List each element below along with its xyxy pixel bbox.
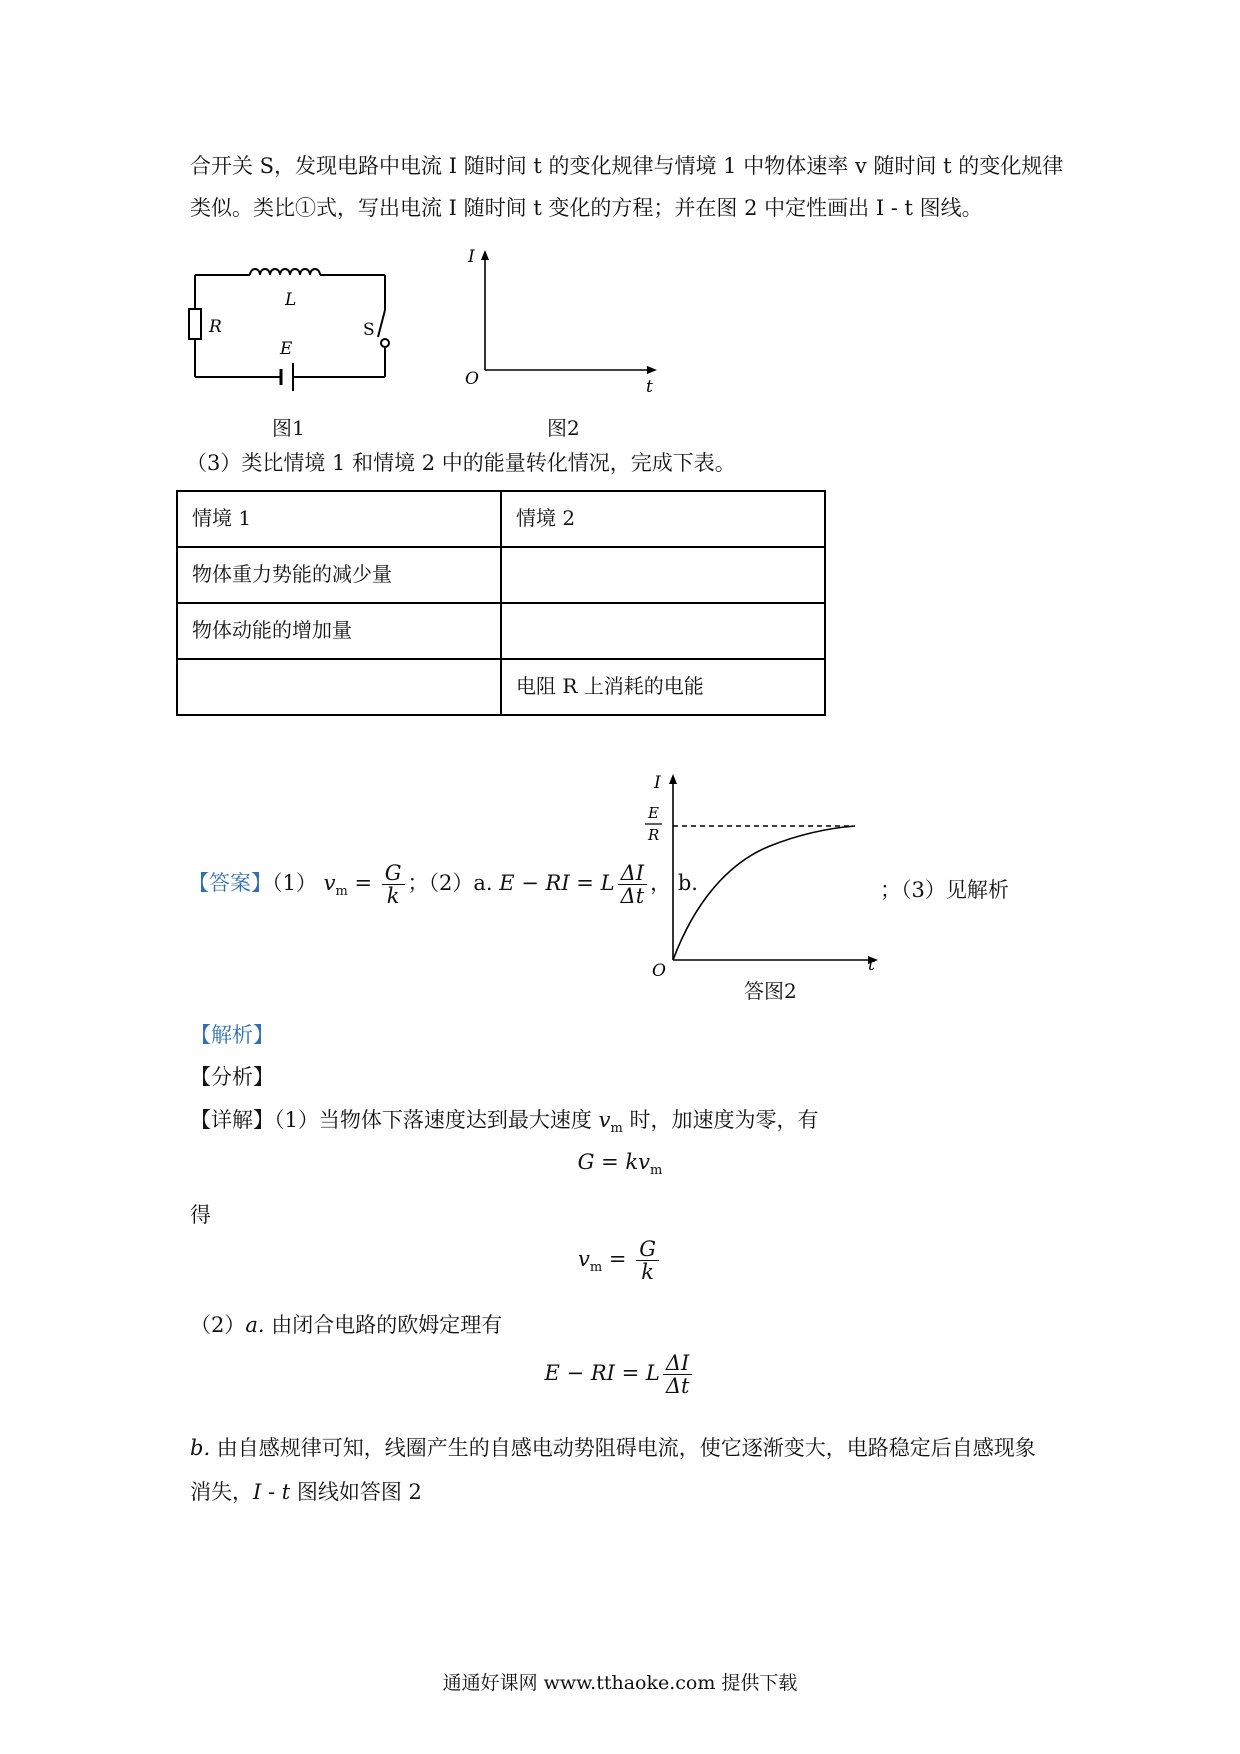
fenxi-heading: 【分析】 bbox=[190, 1065, 274, 1089]
part2b-text2a: 消失， bbox=[190, 1480, 253, 1504]
detail-line-1 bbox=[190, 1100, 818, 1149]
label-E: E bbox=[280, 339, 293, 359]
part2-a: a. bbox=[245, 1313, 265, 1337]
part2-text: 由闭合电路的欧姆定理有 bbox=[264, 1313, 503, 1337]
table-cell bbox=[501, 547, 825, 603]
table-row bbox=[177, 547, 825, 603]
part2b-text: 由自感规律可知，线圈产生的自感电动势阻碍电流，使它逐渐变大，电路稳定后自感现象 bbox=[210, 1436, 1036, 1460]
table-cell bbox=[177, 659, 501, 715]
table-cell: 情境 2 bbox=[501, 491, 825, 547]
answer-v: v bbox=[323, 871, 336, 895]
frac-num: G bbox=[636, 1238, 659, 1261]
fig2-axis-t: t bbox=[646, 377, 653, 397]
detail-text: （1）当物体下落速度达到最大速度 bbox=[274, 1108, 592, 1132]
frac-num: ΔI bbox=[663, 1352, 693, 1375]
table-cell: 物体动能的增加量 bbox=[177, 603, 501, 659]
circuit-figure bbox=[185, 255, 425, 430]
label-R: R bbox=[209, 317, 222, 337]
part2b-line-1 bbox=[190, 1428, 1036, 1468]
part2b-line-2 bbox=[190, 1472, 422, 1512]
table-cell: 情境 1 bbox=[177, 491, 501, 547]
table-row bbox=[177, 659, 825, 715]
label-S: S bbox=[363, 320, 375, 340]
question-3: （3）类比情境 1 和情境 2 中的能量转化情况，完成下表。 bbox=[186, 451, 736, 475]
fig2-caption: 图2 bbox=[547, 416, 580, 440]
detail-m: m bbox=[610, 1121, 623, 1136]
intro-line-2: 类似。类比①式，写出电流 I 随时间 t 变化的方程；并在图 2 中定性画出 I - t 图线。 bbox=[190, 196, 983, 220]
part2-num: （2） bbox=[190, 1313, 246, 1337]
part2b-text2c: 图线如答图 2 bbox=[290, 1480, 422, 1504]
answer-part1: （1） bbox=[272, 871, 317, 895]
eq1-body: G = kv bbox=[577, 1150, 650, 1174]
jiexi-heading: 【解析】 bbox=[190, 1023, 274, 1047]
answer-part2: ；（2）a. bbox=[407, 871, 493, 895]
answer-m: m bbox=[335, 884, 348, 899]
ans-R: R bbox=[648, 826, 660, 844]
answer-frac-gk bbox=[382, 862, 405, 907]
ans-fig-caption: 答图2 bbox=[744, 979, 797, 1003]
ans-origin: O bbox=[652, 961, 666, 978]
fig2-axis-I: I bbox=[468, 248, 475, 267]
frac-num: G bbox=[382, 862, 405, 885]
ans-axis-t: t bbox=[868, 955, 875, 975]
answer-tag: 【答案】 bbox=[188, 871, 272, 895]
answer-part3: ， b. bbox=[650, 871, 698, 895]
frac-den: Δt bbox=[665, 1374, 690, 1398]
eq2-frac bbox=[636, 1238, 659, 1283]
table-cell: 电阻 R 上消耗的电能 bbox=[501, 659, 825, 715]
eq3-lhs: E − RI = L bbox=[544, 1361, 660, 1385]
part2b-label: b. bbox=[190, 1436, 211, 1460]
detail-v: v bbox=[598, 1108, 611, 1132]
energy-table bbox=[176, 490, 826, 716]
frac-den: k bbox=[641, 1260, 654, 1284]
answer-lhs: E − RI = L bbox=[499, 871, 615, 895]
equation-1 bbox=[0, 1150, 1240, 1178]
answer-part4: ；（3）见解析 bbox=[880, 878, 1009, 902]
eq3-frac bbox=[663, 1352, 693, 1397]
label-L: L bbox=[285, 290, 297, 310]
eq2-v: v bbox=[578, 1247, 590, 1271]
frac-num: ΔI bbox=[618, 862, 648, 885]
part2b-it: I - t bbox=[253, 1480, 291, 1504]
de-text: 得 bbox=[190, 1203, 211, 1227]
detail-tag: 【详解】 bbox=[190, 1108, 274, 1132]
table-cell: 物体重力势能的减少量 bbox=[177, 547, 501, 603]
eq1-sub: m bbox=[649, 1163, 663, 1178]
ans-axis-I: I bbox=[654, 773, 661, 793]
frac-den: Δt bbox=[620, 884, 645, 908]
eq2-sub: m bbox=[589, 1260, 603, 1275]
frac-den: k bbox=[386, 884, 400, 908]
equation-3 bbox=[0, 1352, 1240, 1397]
footer: 通通好课网 www.tthaoke.com 提供下载 bbox=[442, 1672, 798, 1694]
intro-line-1: 合开关 S，发现电路中电流 I 随时间 t 的变化规律与情境 1 中物体速率 v 随时间 t 的变化规律 bbox=[190, 154, 1064, 178]
fig1-caption: 图1 bbox=[272, 416, 305, 440]
fig2-axes bbox=[460, 248, 660, 398]
detail-text2: 时，加速度为零，有 bbox=[629, 1108, 819, 1132]
table-row bbox=[177, 603, 825, 659]
equation-2: $v_m$ = $\frac{G}{k}$ bbox=[0, 1238, 1240, 1283]
answer-fig2 bbox=[640, 768, 890, 978]
part2-line bbox=[190, 1305, 502, 1345]
ans-E: E bbox=[648, 804, 659, 822]
answer-line: 【答案】（1） $v_m$ = $\frac{G}{k}$ ；（2）a. E − RI = L $\frac{\Delta I}{\Delta t}$ ， b. bbox=[188, 861, 698, 908]
fig2-origin: O bbox=[465, 369, 479, 389]
table-row bbox=[177, 491, 825, 547]
table-cell bbox=[501, 603, 825, 659]
